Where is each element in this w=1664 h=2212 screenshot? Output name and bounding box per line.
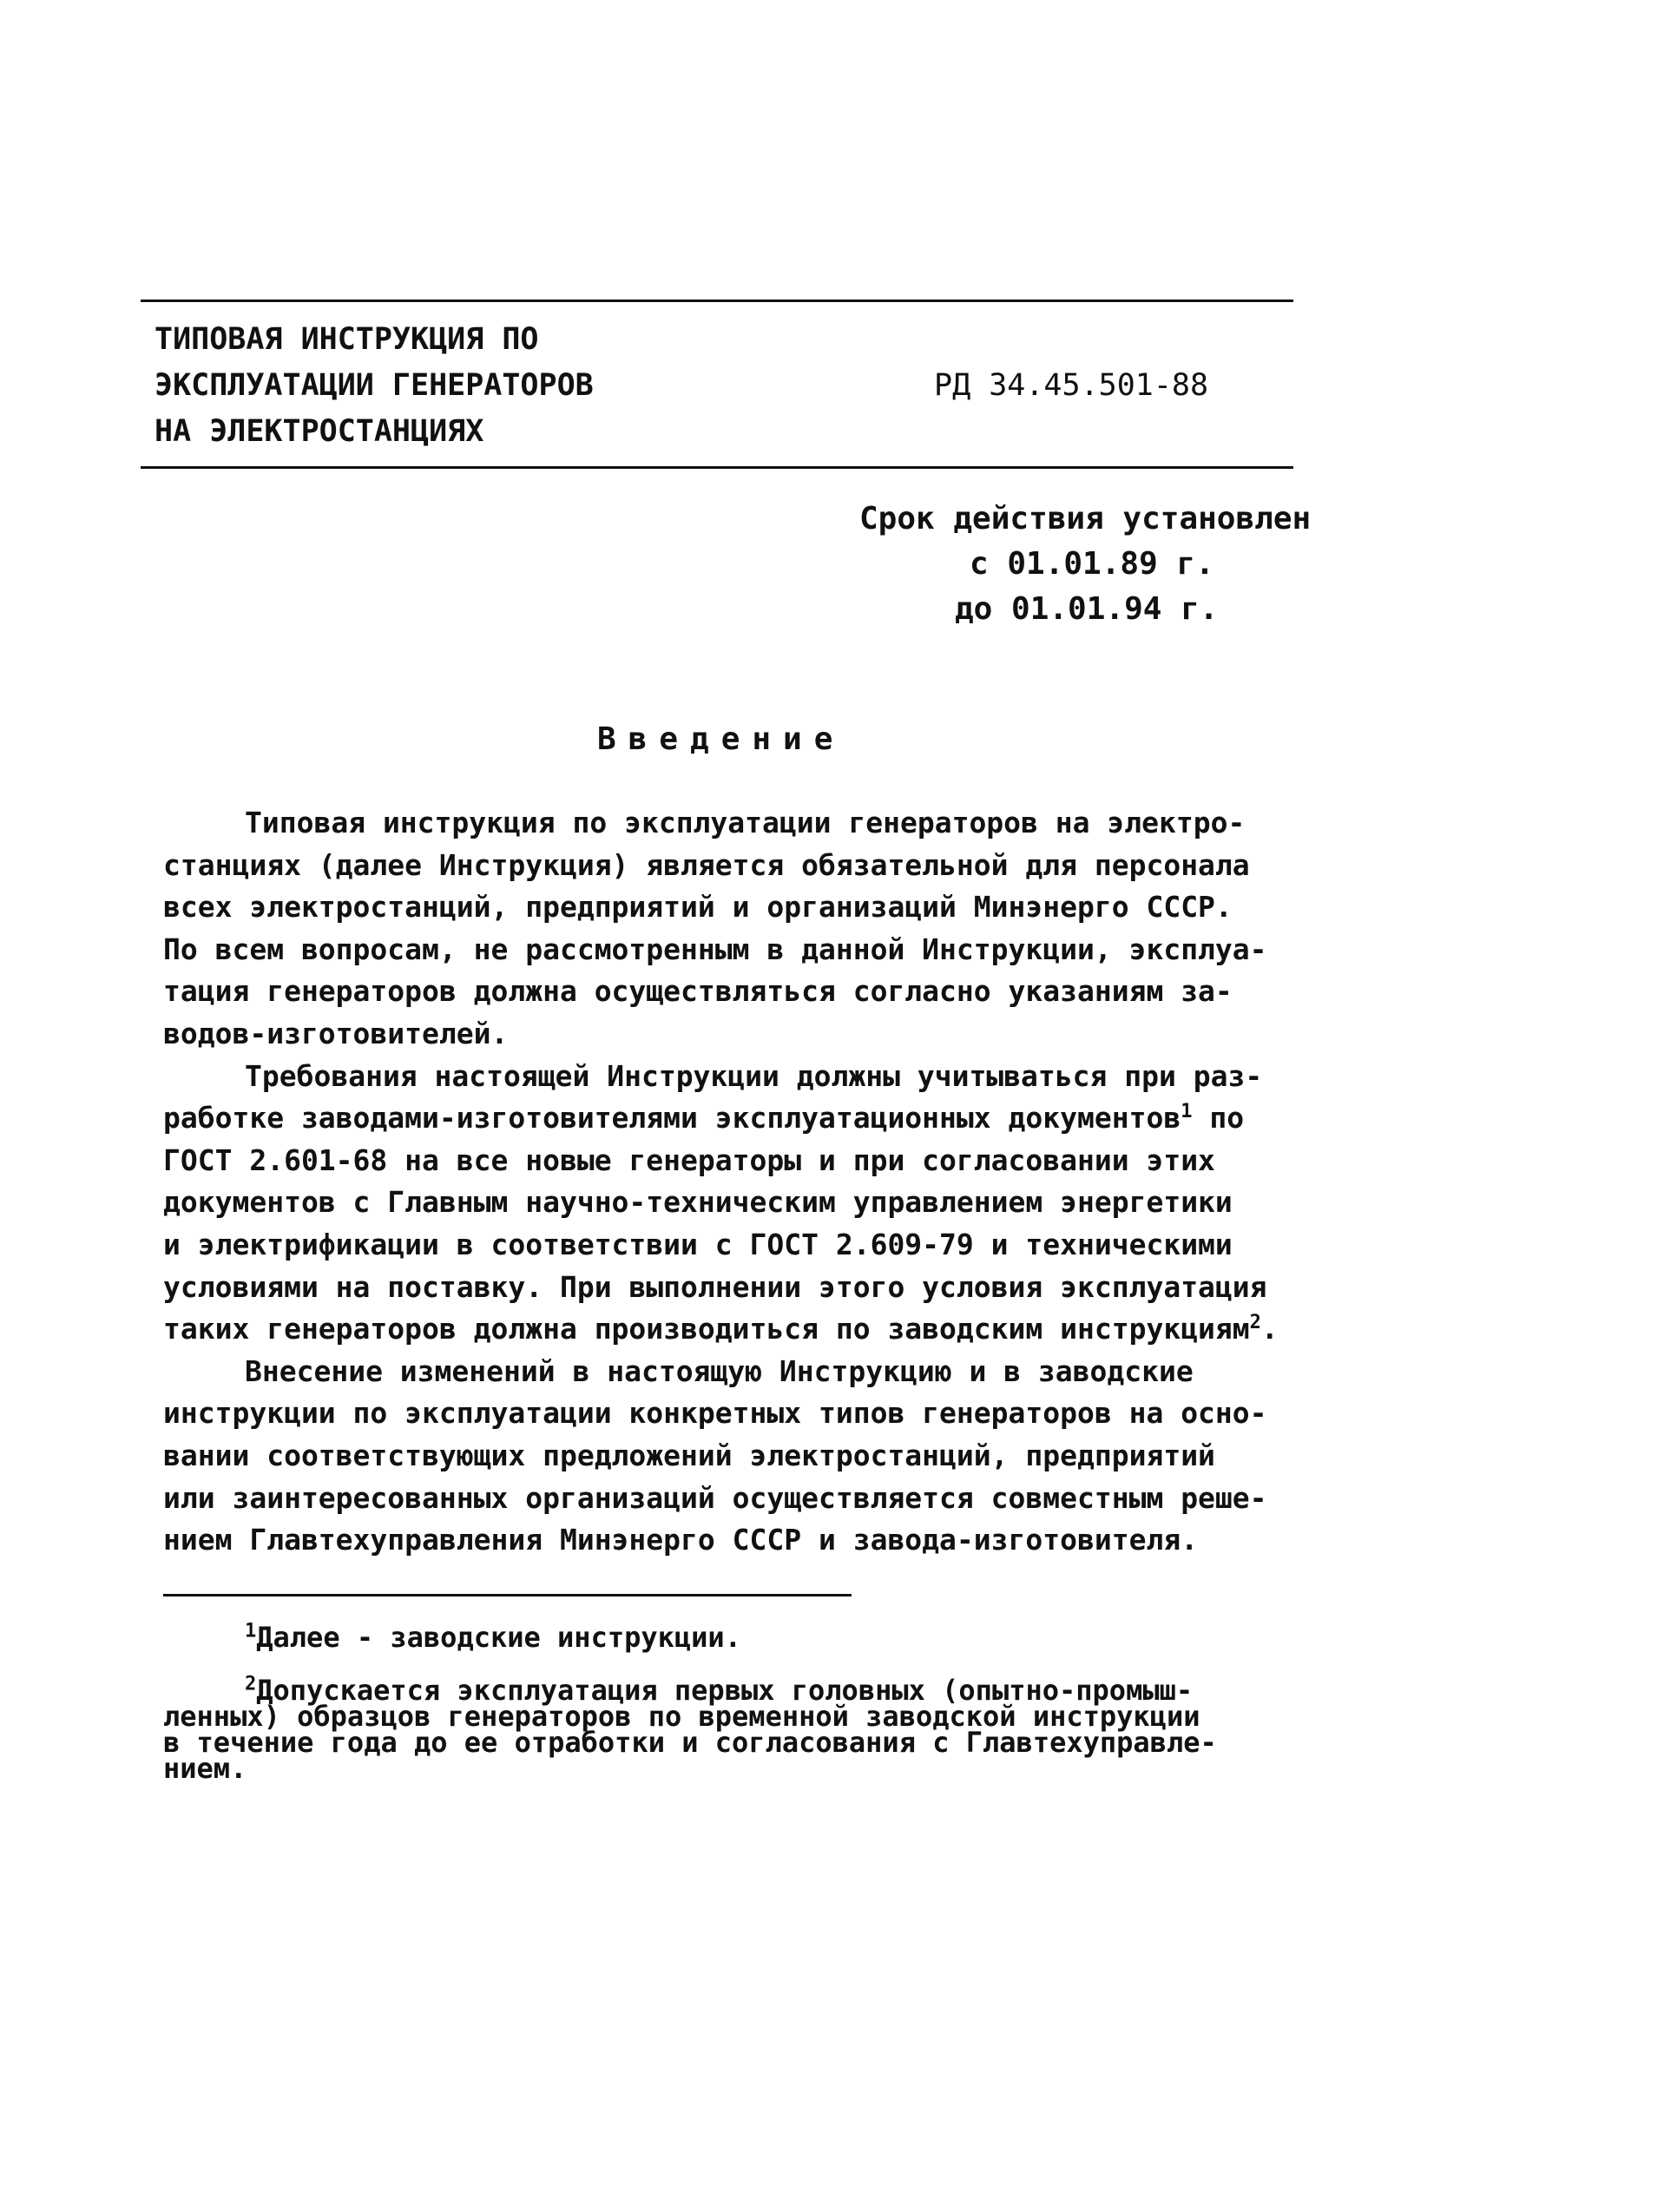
text-line: документов с Главным научно-техническим управлением энергетики xyxy=(163,1185,1233,1220)
document-code: РД 34.45.501-88 xyxy=(934,368,1209,403)
title-line: ТИПОВАЯ ИНСТРУКЦИЯ ПО xyxy=(155,322,539,357)
footnote-separator xyxy=(163,1594,852,1596)
footnote-ref-2: 2 xyxy=(1249,1312,1261,1334)
paragraph-2 xyxy=(163,1056,1318,1351)
header-bottom-rule xyxy=(141,466,1293,469)
text-line: всех электростанций, предприятий и организаций Минэнерго СССР. xyxy=(163,890,1233,925)
footnote-1 xyxy=(163,1616,1318,1658)
footnote-mark: 1 xyxy=(245,1620,257,1643)
text-line: Внесение изменений в настоящую Инструкцию и в заводские xyxy=(245,1353,1194,1388)
text-span: по xyxy=(1192,1101,1245,1136)
text-line: станциях (далее Инструкция) является обязательной для персонала xyxy=(163,847,1250,882)
text-span: таких генераторов должна производиться по заводским инструкциям xyxy=(163,1312,1250,1346)
text-line: вании соответствующих предложений электростанций, предприятий xyxy=(163,1438,1215,1472)
text-line: водов-изготовителей. xyxy=(163,1016,509,1050)
document-title xyxy=(155,317,814,455)
text-line: тация генераторов должна осуществляться согласно указаниям за- xyxy=(163,974,1233,1009)
footnote-line: нием. xyxy=(163,1752,247,1785)
text-line: Типовая инструкция по эксплуатации генераторов на электро- xyxy=(245,806,1246,839)
footnote-text: Допускается эксплуатация первых головных (опытно-промыш- xyxy=(256,1674,1194,1707)
footnote-line: ленных) образцов генераторов по временной заводской инструкции xyxy=(163,1700,1200,1733)
text-line: и электрификации в соответствии с ГОСТ 2.609-79 и техническими xyxy=(163,1227,1233,1261)
footnote-ref-1: 1 xyxy=(1181,1101,1193,1123)
paragraph-3 xyxy=(163,1351,1318,1562)
paragraph-1 xyxy=(163,802,1318,1056)
validity-line: Срок действия установлен xyxy=(859,501,1312,537)
footnote-2 xyxy=(163,1673,1318,1785)
text-line: По всем вопросам, не рассмотренным в данной Инструкции, эксплуа- xyxy=(163,932,1267,966)
text-line: нием Главтехуправления Минэнерго СССР и завода-изготовителя. xyxy=(163,1523,1199,1557)
validity-start-date: с 01.01.89 г. xyxy=(970,546,1214,582)
text-line: Требования настоящей Инструкции должны учитываться при раз- xyxy=(245,1058,1263,1093)
title-line: ЭКСПЛУАТАЦИИ ГЕНЕРАТОРОВ xyxy=(155,368,594,403)
footnotes xyxy=(163,1616,1318,1785)
text-line xyxy=(163,1097,1318,1140)
section-title: Введение xyxy=(597,721,845,757)
footnote-text: Далее - заводские инструкции. xyxy=(256,1621,741,1654)
footnote-line: в течение года до ее отработки и согласования с Главтехуправле- xyxy=(163,1726,1217,1759)
text-line xyxy=(163,1308,1318,1351)
text-line: ГОСТ 2.601-68 на все новые генераторы и при согласовании этих xyxy=(163,1142,1215,1177)
body-text xyxy=(163,802,1318,1562)
text-line: инструкции по эксплуатации конкретных типов генераторов на осно- xyxy=(163,1396,1267,1431)
validity-end-date: до 01.01.94 г. xyxy=(955,591,1219,627)
validity-period xyxy=(859,497,1311,632)
title-line: НА ЭЛЕКТРОСТАНЦИЯХ xyxy=(155,414,484,449)
text-line: условиями на поставку. При выполнении этого условия эксплуатация xyxy=(163,1269,1267,1304)
footnote-mark: 2 xyxy=(245,1673,257,1695)
text-span: работке заводами-изготовителями эксплуатационных документов xyxy=(163,1101,1181,1136)
text-line: или заинтересованных организаций осуществляется совместным реше- xyxy=(163,1480,1267,1515)
text-span: . xyxy=(1260,1312,1279,1346)
header-top-rule xyxy=(141,300,1293,302)
